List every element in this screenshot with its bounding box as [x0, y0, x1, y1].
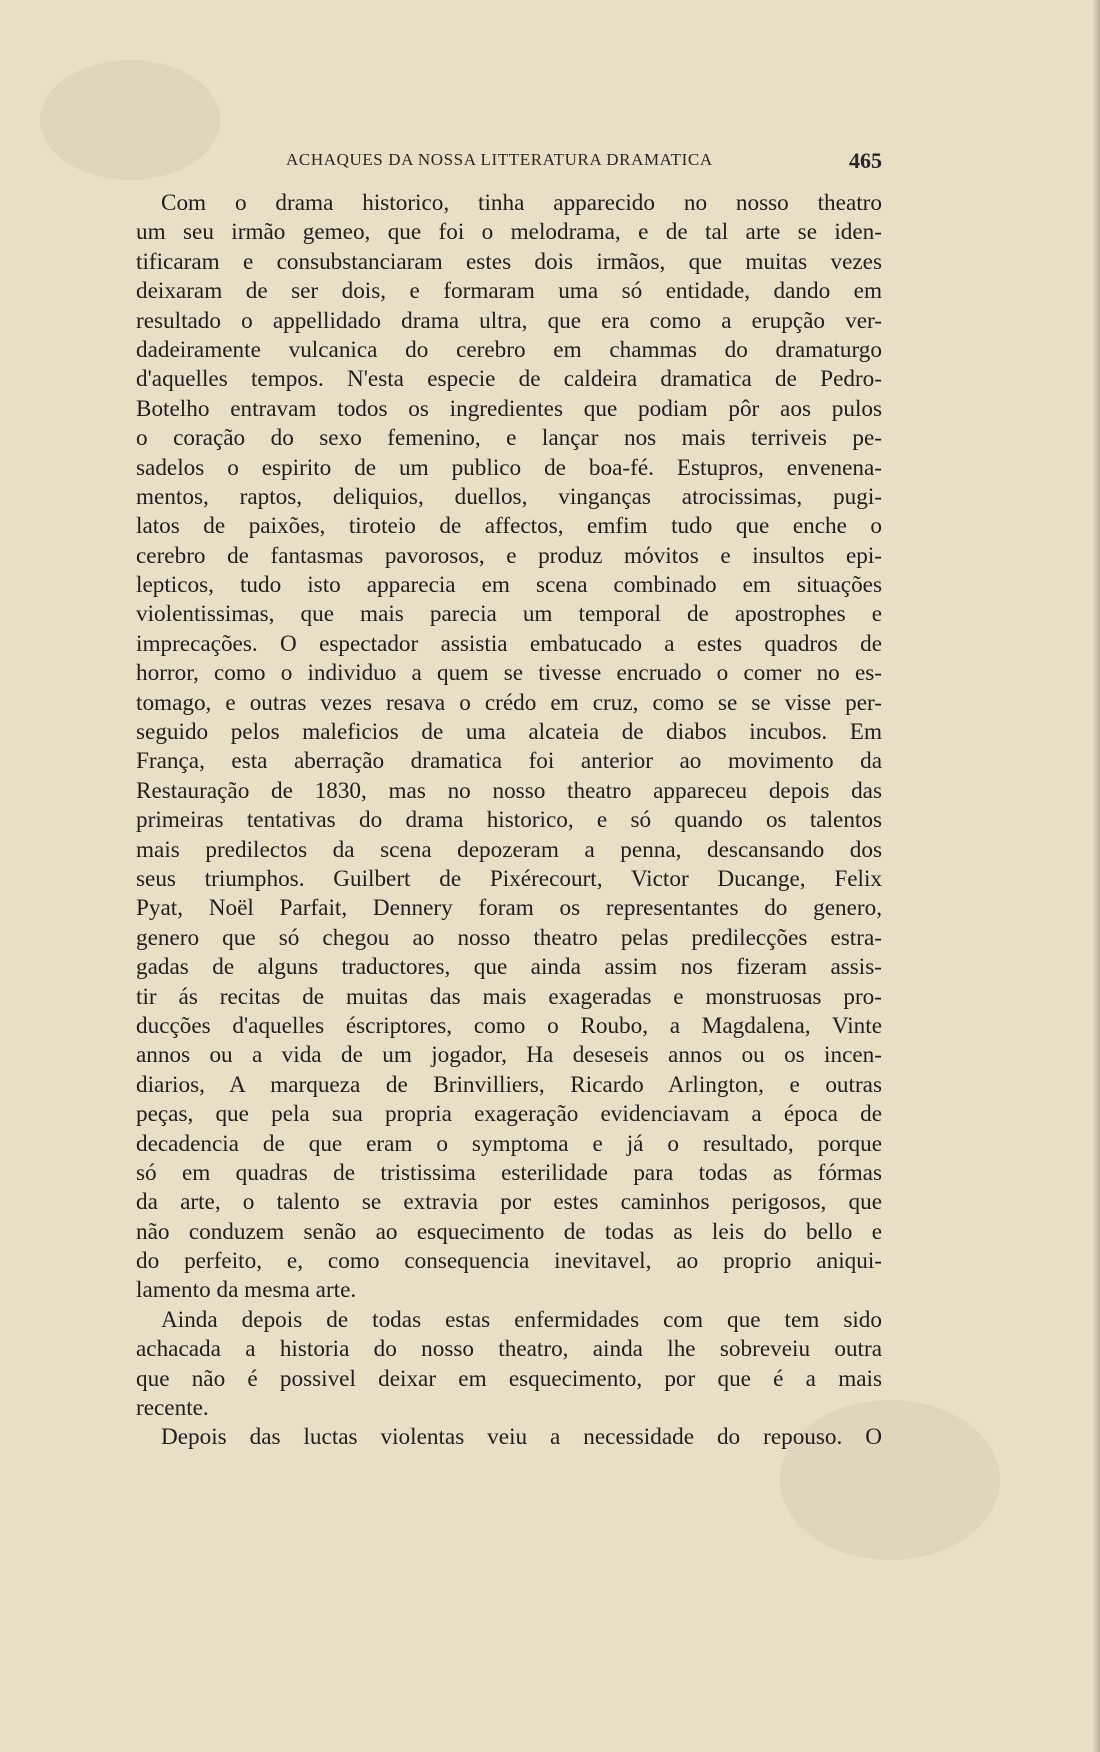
text-line: deixaram de ser dois, e formaram uma só entidade, dando em [136, 278, 882, 305]
text-line: da arte, o talento se extravia por estes caminhos perigosos, que [136, 1189, 882, 1216]
running-title: ACHAQUES DA NOSSA LITTERATURA DRAMATICA [286, 150, 713, 169]
text-line: Com o drama historico, tinha apparecido no nosso theatro [161, 190, 882, 216]
text-line: dadeiramente vulcanica do cerebro em chammas do dramaturgo [136, 336, 882, 363]
text-line: horror, como o individuo a quem se tivesse encruado o comer no es- [136, 660, 882, 687]
text-line: Restauração de 1830, mas no nosso theatro appareceu depois das [136, 777, 882, 804]
text-line: sadelos o espirito de um publico de boa-fé. Estupros, envenena- [136, 454, 882, 481]
text-line: resultado o appellidado drama ultra, que era como a erupção ver- [136, 307, 882, 334]
text-line: França, esta aberração dramatica foi anterior ao movimento da [136, 748, 882, 775]
text-line: latos de paixões, tiroteio de affectos, emfim tudo que enche o [136, 513, 882, 540]
page-number: 465 [849, 148, 882, 173]
text-line: achacada a historia do nosso theatro, ainda lhe sobreveiu outra [136, 1336, 882, 1363]
text-line: Pyat, Noël Parfait, Dennery foram os representantes do genero, [136, 895, 882, 922]
text-line: gadas de alguns traductores, que ainda assim nos fizeram assis- [136, 954, 882, 981]
text-line: decadencia de que eram o symptoma e já o resultado, porque [136, 1130, 882, 1157]
text-line: tir ás recitas de muitas das mais exageradas e monstruosas pro- [136, 983, 882, 1010]
text-line: lamento da mesma arte. [136, 1277, 357, 1304]
text-line: tomago, e outras vezes resava o crédo em cruz, como se se visse per- [136, 689, 882, 716]
text-line: só em quadras de tristissima esterilidade para todas as fórmas [136, 1159, 882, 1186]
text-line: diarios, A marqueza de Brinvilliers, Ricardo Arlington, e outras [136, 1071, 882, 1098]
text-line: imprecações. O espectador assistia embatucado a estes quadros de [136, 630, 882, 657]
text-line: seguido pelos maleficios de uma alcateia de diabos incubos. Em [136, 719, 882, 746]
text-line: primeiras tentativas do drama historico, e só quando os talentos [136, 807, 882, 834]
text-line: não conduzem senão ao esquecimento de todas as leis do bello e [136, 1218, 882, 1245]
text-line: do perfeito, e, como consequencia inevitavel, ao proprio aniqui- [136, 1248, 882, 1275]
body-text [136, 189, 882, 1453]
text-line: genero que só chegou ao nosso theatro pelas predilecções estra- [136, 924, 882, 951]
text-line: peças, que pela sua propria exageração evidenciavam a época de [136, 1101, 882, 1128]
page-edge [1092, 0, 1100, 1752]
text-line: Depois das luctas violentas veiu a necessidade do repouso. O [161, 1424, 882, 1451]
text-line: d'aquelles tempos. N'esta especie de caldeira dramatica de Pedro- [136, 366, 882, 393]
text-line: annos ou a vida de um jogador, Ha deseseis annos ou os incen- [136, 1042, 882, 1069]
text-line: recente. [136, 1395, 209, 1422]
text-line: lepticos, tudo isto apparecia em scena combinado em situações [136, 572, 882, 599]
text-line: Botelho entravam todos os ingredientes que podiam pôr aos pulos [136, 395, 882, 422]
text-line: seus triumphos. Guilbert de Pixérecourt, Victor Ducange, Felix [136, 865, 882, 892]
text-line: tificaram e consubstanciaram estes dois irmãos, que muitas vezes [136, 248, 882, 275]
text-line: mais predilectos da scena depozeram a penna, descansando dos [136, 836, 882, 863]
page-header [136, 148, 882, 176]
text-line: o coração do sexo femenino, e lançar nos mais terriveis pe- [136, 425, 882, 452]
text-line: Ainda depois de todas estas enfermidades com que tem sido [161, 1306, 882, 1333]
text-line: mentos, raptos, deliquios, duellos, vinganças atrocissimas, pugi- [136, 483, 882, 510]
text-line: um seu irmão gemeo, que foi o melodrama, e de tal arte se iden- [136, 219, 882, 246]
text-line: que não é possivel deixar em esquecimento, por que é a mais [136, 1365, 882, 1392]
text-line: violentissimas, que mais parecia um temporal de apostrophes e [136, 601, 882, 628]
text-line: ducções d'aquelles éscriptores, como o Roubo, a Magdalena, Vinte [136, 1012, 882, 1039]
text-line: cerebro de fantasmas pavorosos, e produz mόvitos e insultos epi- [136, 542, 882, 569]
